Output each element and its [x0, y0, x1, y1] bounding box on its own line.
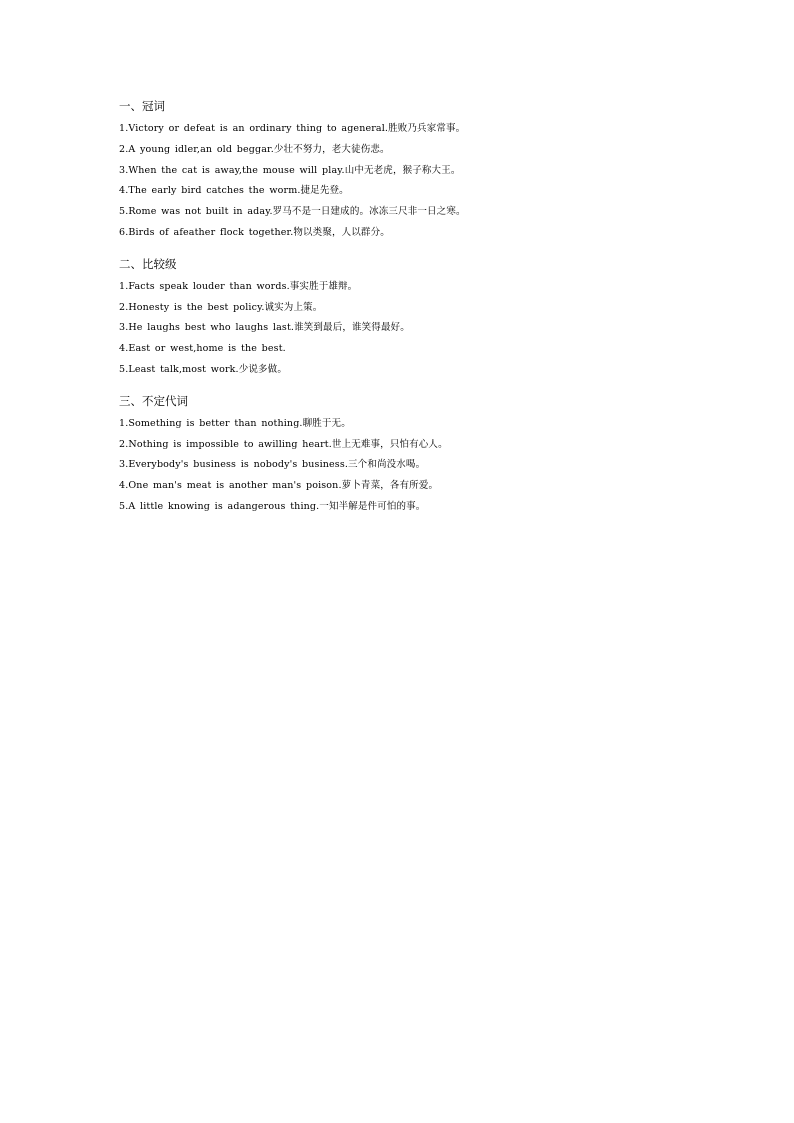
proverb-line: 1.Something is better than nothing.聊胜于无。	[119, 417, 351, 429]
section-indefinite-pronouns	[119, 393, 739, 518]
proverb-line: 2.Honesty is the best policy.诚实为上策。	[119, 301, 323, 313]
proverb-line: 5.A little knowing is adangerous thing.一知半解是件可怕的事。	[119, 500, 426, 512]
proverb-line: 1.Facts speak louder than words.事实胜于雄辩。	[119, 280, 358, 292]
proverb-line: 5.Least talk,most work.少说多做。	[119, 363, 287, 375]
proverb-line: 2.A young idler,an old beggar.少壮不努力，老大徒伤悲。	[119, 143, 390, 155]
section-comparatives	[119, 256, 739, 381]
document-content	[119, 98, 739, 530]
proverb-line: 4.The early bird catches the worm.捷足先登。	[119, 185, 349, 197]
proverb-line: 1.Victory or defeat is an ordinary thing to ageneral.胜败乃兵家常事。	[119, 123, 466, 134]
section-articles	[119, 98, 739, 244]
proverb-line: 2.Nothing is impossible to awilling heart.世上无难事，只怕有心人。	[119, 438, 448, 450]
section-title: 二、比较级	[119, 256, 177, 271]
proverb-line: 3.He laughs best who laughs last.谁笑到最后，谁笑得最好。	[119, 322, 410, 334]
section-title: 三、不定代词	[119, 393, 188, 408]
proverb-line: 3.When the cat is away,the mouse will play.山中无老虎，猴子称大王。	[119, 164, 461, 176]
proverb-line: 5.Rome was not built in aday.罗马不是一日建成的。冰冻三尺非一日之寒。	[119, 206, 466, 218]
proverb-line: 4.East or west,home is the best.	[119, 343, 286, 355]
proverb-line: 6.Birds of afeather flock together.物以类聚，人以群分。	[119, 226, 390, 238]
proverb-line: 4.One man's meat is another man's poison.萝卜青菜，各有所爱。	[119, 480, 439, 492]
proverb-line: 3.Everybody's business is nobody's business.三个和尚没水喝。	[119, 459, 426, 471]
section-title: 一、冠词	[119, 99, 165, 113]
